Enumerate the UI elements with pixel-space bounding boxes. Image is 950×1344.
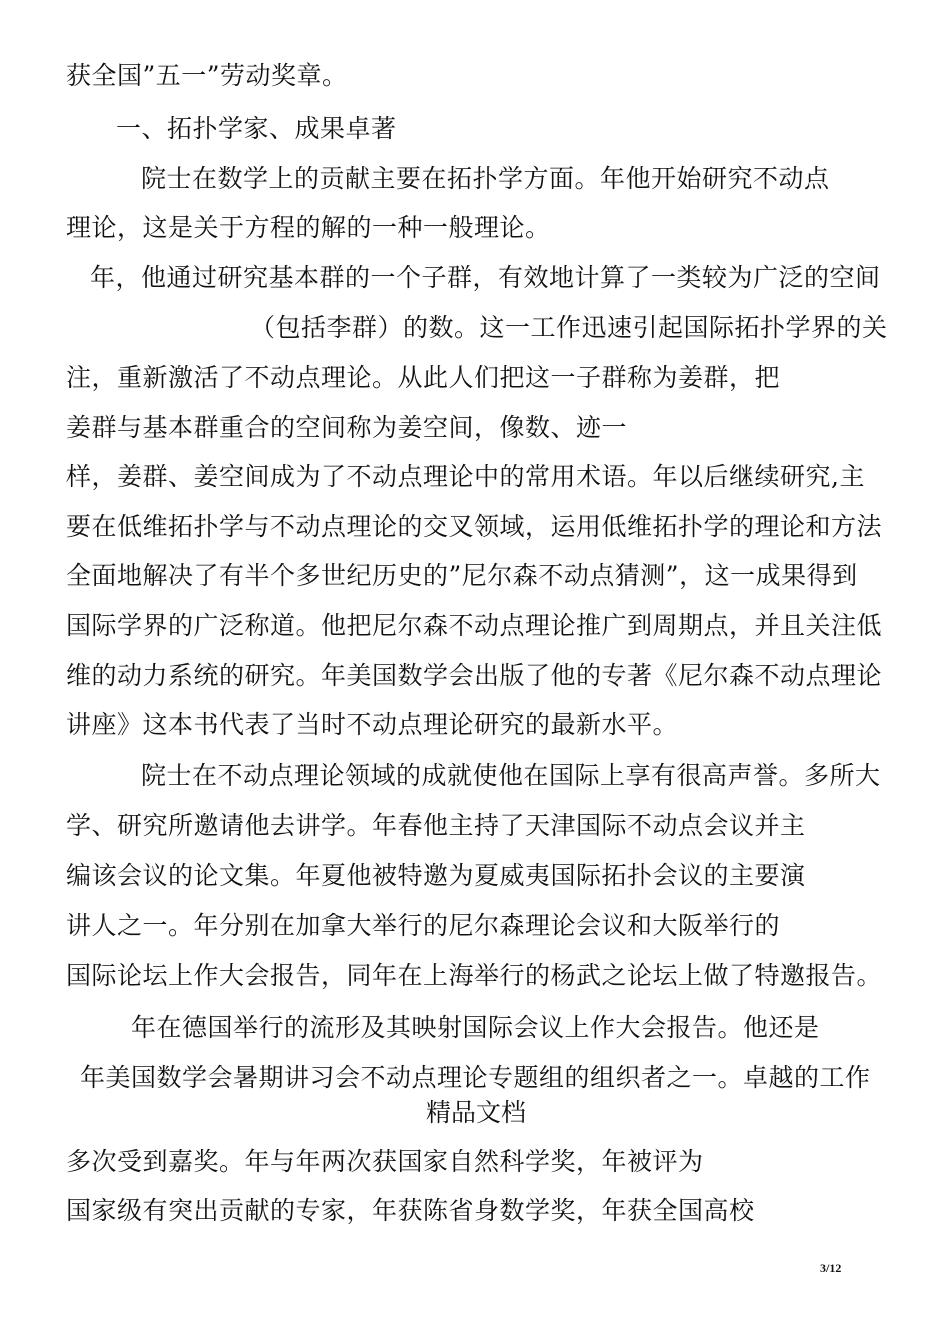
text-line: 国际论坛上作大会报告，同年在上海举行的杨武之论坛上做了特邀报告。 <box>66 961 883 990</box>
text-line: 学、研究所邀请他去讲学。年春他主持了天津国际不动点会议并主 <box>66 811 806 840</box>
text-line: 讲人之一。年分别在加拿大举行的尼尔森理论会议和大阪举行的 <box>66 911 781 940</box>
page-number: 3/12 <box>820 1261 842 1275</box>
footer-watermark: 精品文档 <box>426 1098 527 1127</box>
text-line: 院士在不动点理论领域的成就使他在国际上享有很高声誉。多所大 <box>141 761 881 790</box>
text-line: 样，姜群、姜空间成为了不动点理论中的常用术语。年以后继续研究,主 <box>66 462 865 491</box>
text-line: 获全国”五一”劳动奖章。 <box>66 61 348 90</box>
text-line: （包括李群）的数。这一工作迅速引起国际拓扑学界的关 <box>250 313 888 342</box>
text-line: 年在德国举行的流形及其映射国际会议上作大会报告。他还是 <box>131 1013 820 1042</box>
text-line: 年，他通过研究基本群的一个子群，有效地计算了一类较为广泛的空间 <box>90 263 881 292</box>
text-line: 国家级有突出贡献的专家，年获陈省身数学奖，年获全国高校 <box>66 1196 755 1225</box>
text-line: 讲座》这本书代表了当时不动点理论研究的最新水平。 <box>66 710 679 739</box>
text-line: 注，重新激活了不动点理论。从此人们把这一子群称为姜群，把 <box>66 363 781 392</box>
text-line: 国际学界的广泛称道。他把尼尔森不动点理论推广到周期点，并且关注低 <box>66 611 883 640</box>
text-line: 多次受到嘉奖。年与年两次获国家自然科学奖，年被评为 <box>66 1147 704 1176</box>
text-line: 维的动力系统的研究。年美国数学会出版了他的专著《尼尔森不动点理论 <box>66 661 883 690</box>
text-line: 全面地解决了有半个多世纪历史的”尼尔森不动点猜测”，这一成果得到 <box>66 561 858 590</box>
section-heading: 一、拓扑学家、成果卓著 <box>116 114 397 143</box>
text-line: 姜群与基本群重合的空间称为姜空间，像数、迹一 <box>66 413 628 442</box>
text-line: 理论，这是关于方程的解的一种一般理论。 <box>66 213 551 242</box>
text-line: 要在低维拓扑学与不动点理论的交叉领域，运用低维拓扑学的理论和方法 <box>66 512 883 541</box>
text-line: 年美国数学会暑期讲习会不动点理论专题组的组织者之一。卓越的工作 <box>80 1063 871 1092</box>
text-line: 编该会议的论文集。年夏他被特邀为夏威夷国际拓扑会议的主要演 <box>66 861 806 890</box>
text-line: 院士在数学上的贡献主要在拓扑学方面。年他开始研究不动点 <box>141 164 830 193</box>
